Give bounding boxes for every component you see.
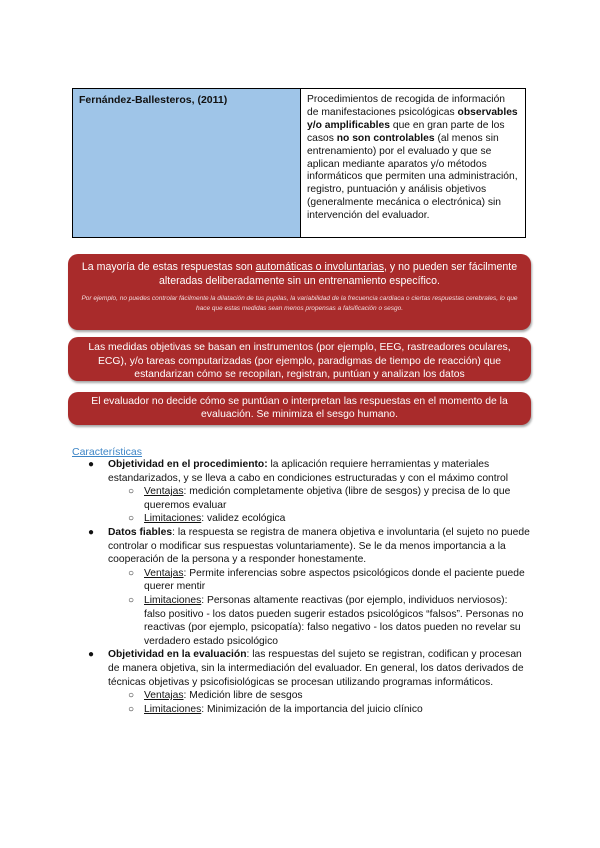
item-title: Datos fiables bbox=[108, 526, 173, 538]
ventajas-text: : Medición libre de sesgos bbox=[183, 690, 303, 702]
definition-text-3: (al menos sin entrenamiento) por el evaluado y que se aplican mediante aparatos y/o métodos informáticos que permiten una administración, registro, puntuación y análisis objetivos (generalmente mecánica o electrónica) sin intervención del evaluador. bbox=[307, 132, 518, 222]
limitaciones-text: : Personas altamente reactivas (por ejemplo, individuos nerviosos): falso positivo - los datos pueden sugerir estados psicológicos “falsos”. Personas no reactivas (por ejemplo, psicopatía): falso negativo - los datos pueden no revelar su verdadero estado psicológico bbox=[144, 594, 524, 647]
ventajas-text: : medición completamente objetiva (libre de sesgos) y precisa de lo que queremos evaluar bbox=[144, 486, 511, 511]
sub-bullet-icon: ○ bbox=[128, 690, 135, 702]
instruments-banner bbox=[68, 337, 531, 381]
sub-list-item bbox=[72, 512, 532, 526]
definition-text-1: Procedimientos de recogida de información de manifestaciones psicológicas bbox=[307, 94, 506, 118]
item-title: Objetividad en la evaluación bbox=[108, 649, 247, 661]
banner2-text: Las medidas objetivas se basan en instrumentos (por ejemplo, EEG, rastreadores oculares, ECG), y/o tareas computarizadas (por ejemplo, paradigmas de tiempo de reacción) que estandarizan cómo se recopilan, registran, puntúan y analizan los datos bbox=[88, 342, 511, 381]
list-item bbox=[72, 526, 532, 567]
bullet-icon: ● bbox=[88, 649, 95, 661]
banner1-underlined: automáticas o involuntarias bbox=[255, 261, 384, 273]
item-text: : las respuestas del sujeto se registran, codifican y procesan de manera objetiva, sin la intermediación del evaluador. En general, los datos derivados de técnicas objetivas y psicofisiológicas se procesan utilizando programas informáticos. bbox=[108, 649, 524, 688]
table-author-cell bbox=[73, 89, 301, 237]
author-citation: Fernández-Ballesteros, (2011) bbox=[79, 94, 228, 106]
list-item bbox=[72, 458, 532, 485]
sub-list-item bbox=[72, 567, 532, 594]
characteristics-list bbox=[72, 458, 532, 716]
sub-bullet-icon: ○ bbox=[128, 703, 135, 715]
sub-list-item bbox=[72, 594, 532, 648]
automatic-responses-banner bbox=[68, 254, 531, 330]
list-item bbox=[72, 648, 532, 689]
sub-bullet-icon: ○ bbox=[128, 513, 135, 525]
table-definition-cell bbox=[301, 89, 525, 237]
item-text: : la respuesta se registra de manera objetiva e involuntaria (el sujeto no puede controlar o modificar sus respuestas voluntariamente). Se le da menos importancia a la cooperación de la persona y a responder honestamente. bbox=[108, 526, 530, 566]
sub-bullet-icon: ○ bbox=[128, 567, 135, 579]
limitaciones-label: Limitaciones bbox=[144, 703, 202, 715]
bullet-icon: ● bbox=[88, 459, 95, 470]
ventajas-label: Ventajas bbox=[144, 567, 184, 579]
definition-text-2: que en gran parte de los casos bbox=[307, 119, 505, 144]
section-title[interactable]: Características bbox=[72, 446, 143, 458]
banner1-example: Por ejemplo, no puedes controlar fácilmente la dilatación de tus pupilas, la variabilidad de la frecuencia cardiaca o ciertas respuestas cerebrales, lo que hace que estas medidas sean menos propensas a falsificación o sesgo. bbox=[81, 295, 518, 312]
banner3-text: El evaluador no decide cómo se puntúan o interpretan las respuestas en el momento de la evaluación. Se minimiza el sesgo humano. bbox=[91, 396, 508, 421]
definition-bold-1: observables y/o amplificables bbox=[307, 106, 518, 131]
definition-table bbox=[72, 88, 526, 238]
sub-bullet-icon: ○ bbox=[128, 594, 135, 606]
limitaciones-text: : validez ecológica bbox=[201, 513, 286, 525]
definition-bold-2: no son controlables bbox=[336, 132, 435, 144]
sub-list-item bbox=[72, 703, 532, 717]
limitaciones-text: : Minimización de la importancia del juicio clínico bbox=[201, 703, 423, 715]
ventajas-label: Ventajas bbox=[144, 690, 184, 702]
ventajas-text: : Permite inferencias sobre aspectos psicológicos donde el paciente puede querer mentir bbox=[144, 567, 525, 593]
ventajas-label: Ventajas bbox=[144, 486, 184, 498]
limitaciones-label: Limitaciones bbox=[144, 594, 202, 606]
sub-list-item bbox=[72, 485, 532, 512]
bullet-icon: ● bbox=[88, 526, 95, 538]
sub-list-item bbox=[72, 689, 532, 703]
item-text: la aplicación requiere herramientas y materiales estandarizados, y se lleva a cabo en condiciones estructuradas y con el máximo control bbox=[108, 459, 509, 484]
banner1-main-text bbox=[78, 260, 521, 288]
limitaciones-label: Limitaciones bbox=[144, 513, 202, 525]
banner1-text-b: , y no pueden ser fácilmente alteradas deliberadamente sin un entrenamiento específico. bbox=[159, 261, 518, 287]
sub-bullet-icon: ○ bbox=[128, 486, 135, 498]
banner1-text-a: La mayoría de estas respuestas son bbox=[81, 261, 256, 273]
evaluator-banner bbox=[68, 392, 531, 425]
item-title: Objetividad en el procedimiento: bbox=[108, 459, 268, 470]
